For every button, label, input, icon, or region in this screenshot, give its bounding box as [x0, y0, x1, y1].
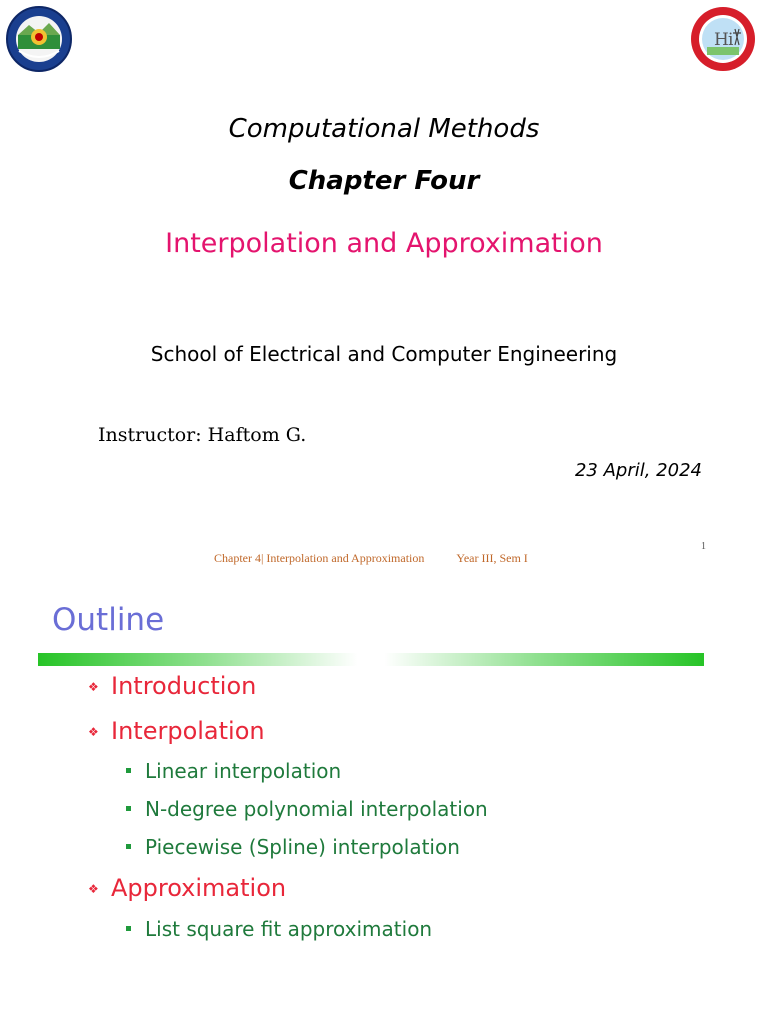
square-bullet-icon	[126, 768, 131, 773]
page-number: 1	[701, 541, 706, 552]
diamond-bullet-icon: ❖	[88, 725, 99, 739]
square-bullet-icon	[126, 806, 131, 811]
institute-logo-icon	[689, 5, 757, 73]
outline-slide	[0, 580, 768, 1024]
outline-item-approximation: ❖ Approximation	[88, 874, 287, 902]
instructor-name: Instructor: Haftom G.	[98, 424, 307, 446]
outline-subitem-least-squares: List square fit approximation	[126, 917, 432, 941]
title-underline-bar	[38, 653, 704, 666]
slide-footer	[214, 551, 528, 566]
svg-text:H: H	[714, 30, 729, 50]
school-name: School of Electrical and Computer Engineering	[150, 342, 618, 366]
outline-title: Outline	[52, 602, 165, 638]
footer-term: Year III, Sem I	[456, 551, 528, 565]
diamond-bullet-icon: ❖	[88, 680, 99, 694]
square-bullet-icon	[126, 844, 131, 849]
svg-text:i: i	[728, 30, 734, 50]
outline-item-introduction: ❖ Introduction	[88, 672, 257, 700]
footer-chapter: Chapter 4| Interpolation and Approximation	[214, 551, 425, 565]
course-title: Computational Methods	[228, 114, 540, 144]
lecture-date: 23 April, 2024	[574, 460, 702, 481]
outline-subitem-linear: Linear interpolation	[126, 759, 341, 783]
square-bullet-icon	[126, 926, 131, 931]
outline-subitem-polynomial: N-degree polynomial interpolation	[126, 797, 488, 821]
diamond-bullet-icon: ❖	[88, 882, 99, 896]
outline-item-interpolation: ❖ Interpolation	[88, 717, 265, 745]
chapter-title: Chapter Four	[288, 166, 480, 196]
outline-subitem-spline: Piecewise (Spline) interpolation	[126, 835, 460, 859]
chapter-subtitle: Interpolation and Approximation	[165, 228, 603, 259]
university-seal-icon	[5, 5, 73, 73]
